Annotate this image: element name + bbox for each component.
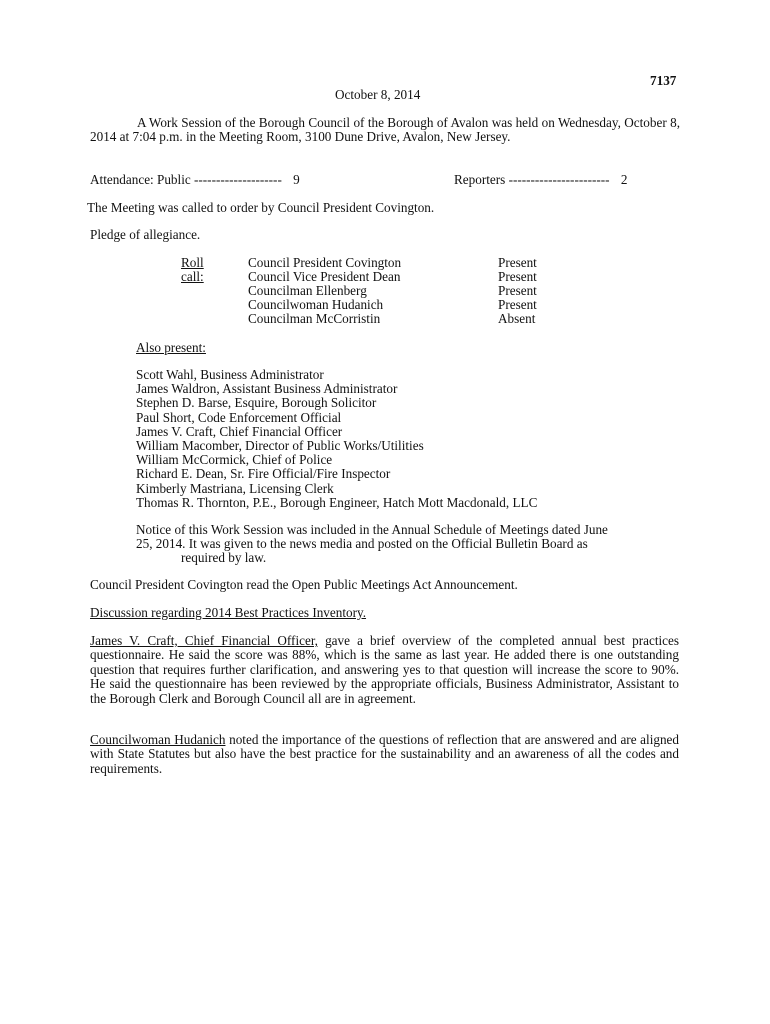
also-present-person: Thomas R. Thornton, P.E., Borough Engineer, Hatch Mott Macdonald, LLC: [136, 494, 538, 510]
roll-call-statuses: [498, 256, 558, 326]
hudanich-speaker: Councilwoman Hudanich: [90, 732, 226, 747]
craft-paragraph: [90, 634, 679, 706]
also-present-person: Richard E. Dean, Sr. Fire Official/Fire Inspector: [136, 466, 391, 482]
intro-paragraph: [90, 116, 680, 145]
notice-line-3: required by law.: [181, 550, 267, 565]
also-present-person: William Macomber, Director of Public Works/Utilities: [136, 437, 424, 453]
also-present-person: Scott Wahl, Business Administrator: [136, 367, 324, 382]
roll-call-member-status: Present: [498, 269, 537, 284]
craft-text: gave a brief overview of the completed annual best practices questionnaire. He said the score was 88%, which is the same as last year. He added there is one outstanding question that requires further clarification, and answering yes to that question will increase the score to 90%. He said the questionnaire has been reviewed by the appropriate officials, Business Administrator, Assistant to the Borough Clerk and Borough Council all are in agreement.: [90, 633, 679, 706]
hudanich-paragraph: [90, 733, 679, 776]
called-to-order: The Meeting was called to order by Council President Covington.: [87, 200, 435, 215]
hudanich-text: noted the importance of the questions of reflection that are answered and are aligned with State Statutes but also have the best practice for the sustainability and an awareness of all the codes and requirements.: [90, 732, 679, 776]
date-heading: October 8, 2014: [335, 87, 421, 102]
roll-call-member-name: Councilman McCorristin: [248, 311, 381, 326]
also-present-person: Paul Short, Code Enforcement Official: [136, 409, 342, 425]
also-present-person: James V. Craft, Chief Financial Officer: [136, 423, 343, 439]
attendance-reporters-label: Reporters -----------------------: [454, 172, 610, 187]
craft-speaker: James V. Craft, Chief Financial Officer,: [90, 633, 318, 648]
roll-call-member-name: Councilwoman Hudanich: [248, 297, 384, 312]
roll-call-names: [248, 256, 498, 326]
notice-line-2: 25, 2014. It was given to the news media and posted on the Official Bulletin Board as: [136, 536, 588, 551]
discussion-heading: Discussion regarding 2014 Best Practices Inventory.: [90, 605, 367, 620]
attendance-public: [90, 173, 300, 187]
attendance-public-count: 9: [293, 172, 300, 187]
notice-line-1: Notice of this Work Session was included in the Annual Schedule of Meetings dated June: [136, 522, 608, 537]
roll-call-label: Roll call:: [181, 255, 204, 285]
roll-call-member-status: Present: [498, 283, 537, 298]
roll-call-member-name: Council President Covington: [248, 255, 402, 270]
roll-call-member-status: Present: [498, 297, 537, 312]
also-present-person: Kimberly Mastriana, Licensing Clerk: [136, 480, 334, 496]
roll-call-member-status: Present: [498, 255, 537, 270]
roll-call-member-name: Councilman Ellenberg: [248, 283, 367, 298]
also-present-heading: Also present:: [136, 340, 206, 355]
pledge: Pledge of allegiance.: [90, 227, 201, 242]
intro-text: A Work Session of the Borough Council of the Borough of Avalon was held on Wednesday, October 8, 2014 at 7:04 p.m. in the Meeting Room, 3100 Dune Drive, Avalon, New Jersey.: [90, 115, 680, 145]
attendance-reporters: [454, 173, 627, 187]
also-present-list: [136, 368, 537, 510]
roll-call-member-status: Absent: [498, 311, 536, 326]
also-present-person: Stephen D. Barse, Esquire, Borough Solicitor: [136, 395, 377, 411]
roll-call-member-name: Council Vice President Dean: [248, 269, 401, 284]
attendance-reporters-count: 2: [620, 172, 628, 187]
opma-announcement: Council President Covington read the Open Public Meetings Act Announcement.: [90, 577, 518, 592]
attendance-public-label: Attendance: Public --------------------: [90, 172, 282, 187]
page-number: 7137: [650, 73, 677, 88]
also-present-person: William McCormick, Chief of Police: [136, 452, 333, 468]
also-present-person: James Waldron, Assistant Business Administrator: [136, 381, 398, 397]
